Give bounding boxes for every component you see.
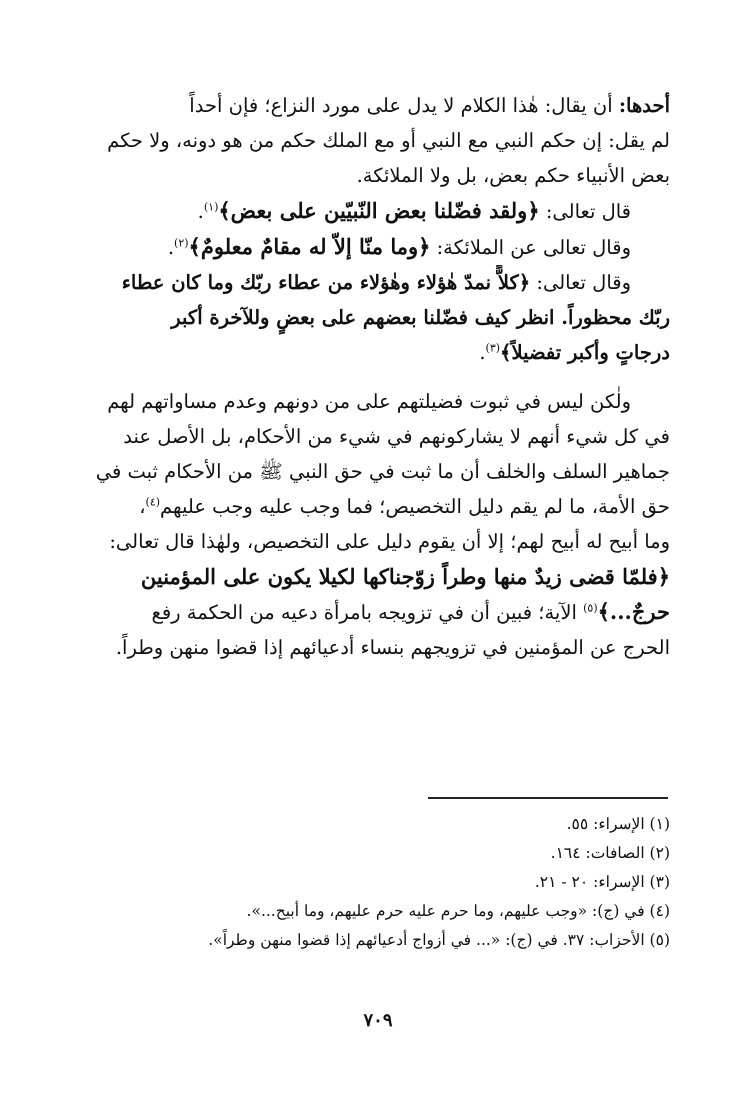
quote-3-verse-line-1: ﴿كلاًّ نمدّ هٰؤلاء وهٰؤلاء من عطاء ربّك وما كان عطاء [121, 271, 531, 294]
paragraph-1-line-3: بعض الأنبياء حكم بعض، بل ولا الملائكة. [356, 164, 670, 187]
paragraph-2-line-7-rest: الآية؛ فبين أن في تزويجه بامرأة دعيه من الحكمة رفع [151, 601, 577, 624]
quote-2 [92, 229, 670, 265]
paragraph-1 [92, 88, 670, 193]
paragraph-1-line-1 [92, 88, 670, 123]
quote-2-intro: وقال تعالى عن الملائكة: [436, 236, 631, 259]
quote-1 [92, 193, 670, 229]
footnote-3: (٣) الإسراء: ٢٠ - ٢١. [534, 873, 670, 891]
quote-3-intro: وقال تعالى: [536, 271, 631, 294]
paragraph-2: ولٰكن ليس في ثبوت فضيلتهم على من دونهم وعدم مساواتهم لهم في كل شيء أنهم لا يشاركونهم في شيء من الأحكام، بل الأصل عند جماهير السلف والخلف أن ما ثبت في حق النبي ﷺ من الأحكام ثبت في حق الأمة، ما لم يقم دليل التخصيص؛ فما وجب عليه وجب عليهم$^{(٤)}$، وما أبيح له أبيح لهم؛ إلا أن يقوم دليل على التخصيص، ولهٰذا قال تعالى: ﴿فلمّا قضى زيدٌ منها وطراً زوّجناكها لكيلا يكون على المؤمنين حرجٌ...﴾$^{(٥)}$ الآية؛ فبين أن في تزويجه بامرأة دعيه من الحكمة رفع الحرج عن المؤمنين في تزويجهم بنساء أدعيائهم إذا قضوا منهن وطراً. [92, 384, 670, 665]
paragraph-2-line-1: ولٰكن ليس في ثبوت فضيلتهم على من دونهم وعدم مساواتهم لهم [107, 390, 631, 413]
paragraph-2-line-5: وما أبيح له أبيح لهم؛ إلا أن يقوم دليل على التخصيص، ولهٰذا قال تعالى: [109, 530, 670, 553]
quote-3-verse-line-2: ربّك محظوراً. انظر كيف فضّلنا بعضهم على بعضٍ وللآخرة أكبر [171, 306, 670, 329]
paragraph-1-lead: أحدها: [618, 94, 670, 117]
paragraph-1-line-1-text: أن يقال: هٰذا الكلام لا يدل على مورد النزاع؛ فإن أحداً [189, 94, 613, 117]
main-text [92, 88, 670, 665]
quote-2-end: . [167, 236, 175, 259]
quote-3 [92, 265, 670, 370]
paragraph-2-verse-line-2: حرجٌ...﴾ [597, 599, 670, 624]
footnote-separator [428, 797, 668, 799]
footnote-5: (٥) الأحزاب: ٣٧. في (ج): «... في أزواج أدعيائهم إذا قضوا منهن وطراً». [208, 931, 670, 949]
paragraph-2-line-3: جماهير السلف والخلف أن ما ثبت في حق النبي ﷺ من الأحكام ثبت في [95, 460, 670, 483]
footnote-ref-4: (٤) [145, 495, 161, 509]
footnotes [92, 810, 670, 955]
paragraph-1-line-2: لم يقل: إن حكم النبي مع النبي أو مع الملك حكم من هو دونه، ولا حكم [107, 129, 670, 152]
footnote-ref-1: (١) [203, 200, 219, 214]
footnote-ref-3: (٣) [485, 341, 501, 355]
paragraph-2-line-last: الحرج عن المؤمنين في تزويجهم بنساء أدعيائهم إذا قضوا منهن وطراً. [115, 636, 670, 659]
footnote-ref-2: (٢) [174, 236, 189, 250]
quote-2-verse: ﴿وما منّا إلاّ له مقامٌ معلومٌ﴾ [188, 234, 431, 259]
footnote-1: (١) الإسراء: ٥٥. [566, 815, 670, 833]
paragraph-2-verse-line-1: ﴿فلمّا قضى زيدٌ منها وطراً زوّجناكها لكيلا يكون على المؤمنين [140, 564, 670, 589]
quote-3-verse-line-3: درجاتٍ وأكبر تفضيلاً﴾ [500, 341, 670, 364]
footnote-ref-5: (٥) [583, 601, 598, 615]
paragraph-2-line-2: في كل شيء أنهم لا يشاركونهم في شيء من الأحكام، بل الأصل عند [123, 425, 670, 448]
quote-3-end: . [479, 341, 486, 364]
paragraph-2-line-4: حق الأمة، ما لم يقم دليل التخصيص؛ فما وجب عليه وجب عليهم [160, 495, 670, 518]
quote-1-verse: ﴿ولقد فضّلنا بعض النّبيّين على بعض﴾ [218, 198, 540, 223]
quote-1-end: . [197, 200, 204, 223]
quote-1-intro: قال تعالى: [545, 200, 631, 223]
footnote-2: (٢) الصافات: ١٦٤. [550, 844, 670, 862]
page-number: ٧٠٩ [363, 1010, 393, 1031]
footnote-4: (٤) في (ج): «وجب عليهم، وما حرم عليه حرم عليهم، وما أبيح...». [246, 902, 670, 920]
